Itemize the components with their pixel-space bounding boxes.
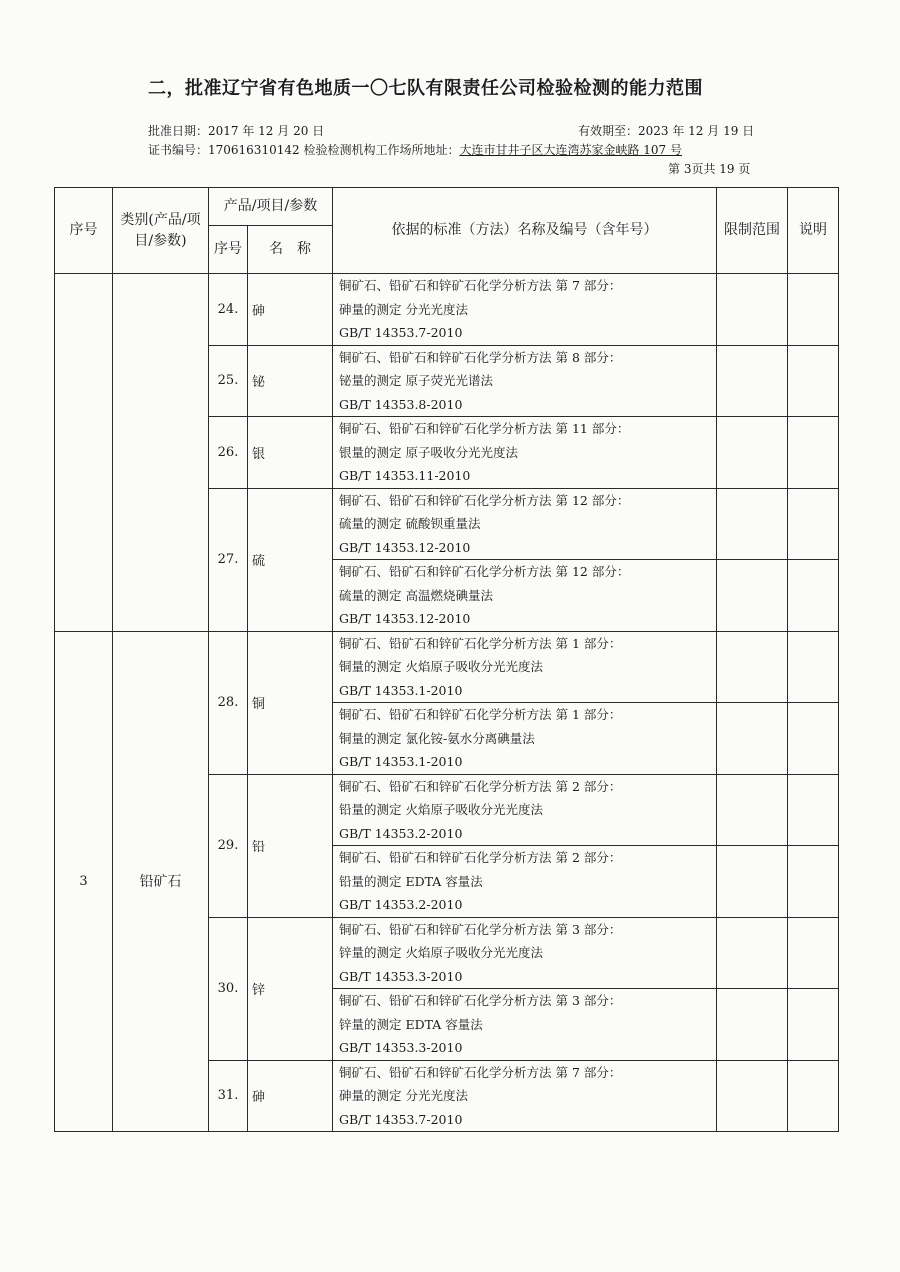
standard-line: 铜矿石、铅矿石和锌矿石化学分析方法 第 12 部分： bbox=[339, 492, 630, 508]
header-category: 类别(产品/项目/参数) bbox=[113, 188, 209, 274]
standard-line: GB/T 14353.11-2010 bbox=[339, 468, 471, 483]
item-number: 30. bbox=[209, 917, 248, 1060]
standard-line: 铜量的测定 火焰原子吸收分光光度法 bbox=[339, 659, 543, 674]
cert-number-text: 证书编号：170616310142 bbox=[148, 143, 300, 157]
note-cell bbox=[788, 631, 839, 703]
item-number: 25. bbox=[209, 345, 248, 417]
item-number: 29. bbox=[209, 774, 248, 917]
limit-cell bbox=[717, 417, 788, 489]
standard-line: 锌量的测定 EDTA 容量法 bbox=[339, 1016, 483, 1032]
header-limit: 限制范围 bbox=[717, 188, 788, 274]
standard-cell bbox=[333, 560, 717, 632]
note-cell bbox=[788, 560, 839, 632]
standard-line: 铜矿石、铅矿石和锌矿石化学分析方法 第 11 部分： bbox=[339, 421, 630, 436]
limit-cell bbox=[717, 774, 788, 846]
standard-line: 硫量的测定 硫酸钡重量法 bbox=[339, 516, 481, 531]
standard-line: 铜矿石、铅矿石和锌矿石化学分析方法 第 8 部分： bbox=[339, 349, 622, 365]
standard-line: 铜矿石、铅矿石和锌矿石化学分析方法 第 1 部分： bbox=[339, 635, 622, 651]
standard-cell bbox=[333, 488, 717, 560]
page-title: 二，批准辽宁省有色地质一〇七队有限责任公司检验检测的能力范围 bbox=[148, 78, 703, 99]
address-label: 检验检测机构工作场所地址： bbox=[303, 143, 460, 157]
standard-line: 铜矿石、铅矿石和锌矿石化学分析方法 第 7 部分： bbox=[339, 278, 622, 293]
note-cell bbox=[788, 846, 839, 918]
standard-cell bbox=[333, 631, 717, 703]
approval-date: 批准日期：2017 年 12 月 20 日 bbox=[148, 124, 325, 138]
standard-line: 砷量的测定 分光光度法 bbox=[339, 1088, 468, 1103]
limit-cell bbox=[717, 560, 788, 632]
standard-line: 锌量的测定 火焰原子吸收分光光度法 bbox=[339, 945, 543, 960]
standard-line: GB/T 14353.1-2010 bbox=[339, 682, 463, 698]
limit-cell bbox=[717, 1060, 788, 1132]
standard-line: GB/T 14353.3-2010 bbox=[339, 1040, 463, 1055]
standard-line: 银量的测定 原子吸收分光光度法 bbox=[339, 444, 518, 460]
category-cell-continued bbox=[113, 274, 209, 632]
standard-line: 砷量的测定 分光光度法 bbox=[339, 301, 468, 317]
standard-line: 铅量的测定 火焰原子吸收分光光度法 bbox=[339, 802, 543, 817]
note-cell bbox=[788, 989, 839, 1061]
valid-until: 有效期至：2023 年 12 月 19 日 bbox=[578, 124, 755, 138]
item-name: 铋 bbox=[248, 345, 333, 417]
standard-line: 铜矿石、铅矿石和锌矿石化学分析方法 第 2 部分： bbox=[339, 850, 622, 865]
item-number: 26. bbox=[209, 417, 248, 489]
item-name: 铅 bbox=[248, 774, 333, 917]
standard-line: 铜矿石、铅矿石和锌矿石化学分析方法 第 3 部分： bbox=[339, 921, 622, 937]
note-cell bbox=[788, 488, 839, 560]
page-number: 第 3页共 19 页 bbox=[668, 162, 751, 176]
note-cell bbox=[788, 774, 839, 846]
standard-cell bbox=[333, 1060, 717, 1132]
note-cell bbox=[788, 1060, 839, 1132]
section-seq: 3 bbox=[55, 631, 113, 1132]
item-name: 铜 bbox=[248, 631, 333, 774]
item-number: 27. bbox=[209, 488, 248, 631]
limit-cell bbox=[717, 846, 788, 918]
standard-line: GB/T 14353.12-2010 bbox=[339, 611, 471, 626]
standard-line: GB/T 14353.2-2010 bbox=[339, 825, 463, 841]
standard-line: 铋量的测定 原子荧光光谱法 bbox=[339, 373, 493, 388]
standard-line: GB/T 14353.1-2010 bbox=[339, 754, 463, 769]
standard-cell bbox=[333, 274, 717, 346]
limit-cell bbox=[717, 345, 788, 417]
standard-line: GB/T 14353.12-2010 bbox=[339, 539, 471, 555]
cert-number bbox=[148, 141, 682, 158]
header-seq: 序号 bbox=[55, 188, 113, 274]
section-category: 铅矿石 bbox=[113, 631, 209, 1132]
note-cell bbox=[788, 274, 839, 346]
standard-line: 铜矿石、铅矿石和锌矿石化学分析方法 第 3 部分： bbox=[339, 993, 622, 1008]
standard-cell bbox=[333, 703, 717, 775]
standard-line: 铜量的测定 氯化铵-氨水分离碘量法 bbox=[339, 730, 535, 746]
limit-cell bbox=[717, 274, 788, 346]
note-cell bbox=[788, 345, 839, 417]
header-sub-seq: 序号 bbox=[209, 226, 248, 274]
standard-cell bbox=[333, 345, 717, 417]
item-number: 28. bbox=[209, 631, 248, 774]
limit-cell bbox=[717, 917, 788, 989]
limit-cell bbox=[717, 488, 788, 560]
note-cell bbox=[788, 703, 839, 775]
standard-cell bbox=[333, 774, 717, 846]
item-name: 砷 bbox=[248, 274, 333, 346]
limit-cell bbox=[717, 703, 788, 775]
capability-table bbox=[54, 187, 839, 1132]
item-number: 24. bbox=[209, 274, 248, 346]
header-sub-name: 名 称 bbox=[248, 226, 333, 274]
seq-cell-continued bbox=[55, 274, 113, 632]
standard-cell bbox=[333, 917, 717, 989]
item-name: 硫 bbox=[248, 488, 333, 631]
item-name: 砷 bbox=[248, 1060, 333, 1132]
address: 大连市甘井子区大连湾苏家金峡路 107 号 bbox=[459, 143, 683, 157]
item-number: 31. bbox=[209, 1060, 248, 1132]
standard-line: GB/T 14353.2-2010 bbox=[339, 897, 463, 912]
note-cell bbox=[788, 417, 839, 489]
standard-line: GB/T 14353.7-2010 bbox=[339, 325, 463, 340]
standard-line: GB/T 14353.8-2010 bbox=[339, 396, 463, 412]
standard-line: 铅量的测定 EDTA 容量法 bbox=[339, 873, 483, 889]
table-row bbox=[55, 274, 839, 346]
standard-line: 硫量的测定 高温燃烧碘量法 bbox=[339, 587, 493, 603]
table-row bbox=[55, 631, 839, 703]
standard-line: 铜矿石、铅矿石和锌矿石化学分析方法 第 12 部分： bbox=[339, 564, 630, 579]
standard-line: GB/T 14353.3-2010 bbox=[339, 968, 463, 984]
standard-line: GB/T 14353.7-2010 bbox=[339, 1111, 463, 1127]
standard-line: 铜矿石、铅矿石和锌矿石化学分析方法 第 1 部分： bbox=[339, 707, 622, 722]
standard-cell bbox=[333, 846, 717, 918]
header-product-group: 产品/项目/参数 bbox=[209, 188, 333, 226]
standard-cell bbox=[333, 989, 717, 1061]
standard-cell bbox=[333, 417, 717, 489]
note-cell bbox=[788, 917, 839, 989]
limit-cell bbox=[717, 631, 788, 703]
standard-line: 铜矿石、铅矿石和锌矿石化学分析方法 第 7 部分： bbox=[339, 1064, 622, 1080]
item-name: 锌 bbox=[248, 917, 333, 1060]
header-standard: 依据的标准（方法）名称及编号（含年号） bbox=[333, 188, 717, 274]
header-note: 说明 bbox=[788, 188, 839, 274]
limit-cell bbox=[717, 989, 788, 1061]
standard-line: 铜矿石、铅矿石和锌矿石化学分析方法 第 2 部分： bbox=[339, 778, 622, 794]
item-name: 银 bbox=[248, 417, 333, 489]
